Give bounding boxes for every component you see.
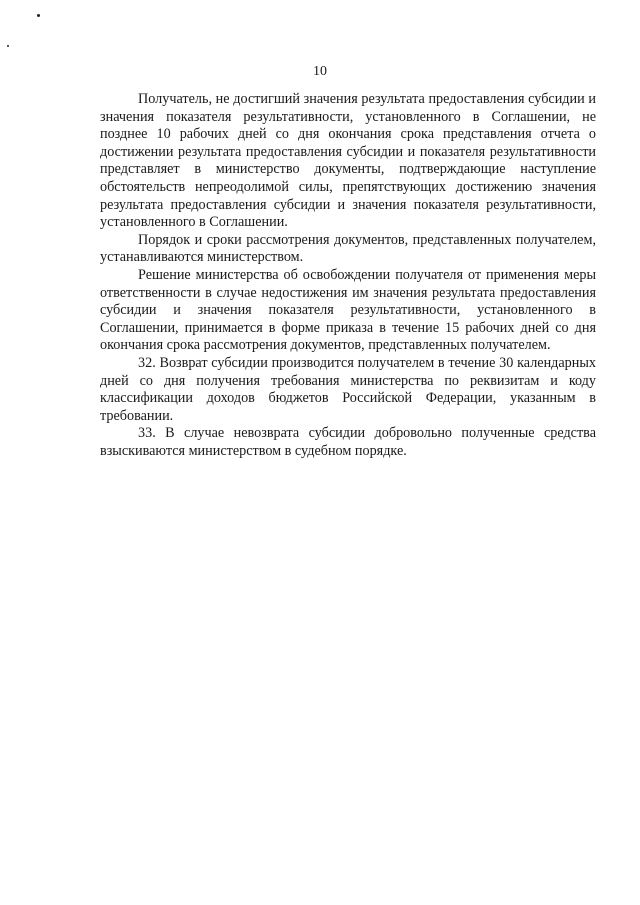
page-number: 10 (313, 64, 327, 79)
scan-speck (37, 14, 40, 17)
document-body (100, 91, 596, 460)
paragraph: Решение министерства об освобождении получателя от применения меры ответственности в случае недостижения им значения результата предоставления субсидии и значения показателя результативности, установленного в Соглашении, принимается в форме приказа в течение 15 рабочих дней со дня окончания срока рассмотрения документов, представленных получателем. (100, 266, 596, 354)
paragraph: Порядок и сроки рассмотрения документов, представленных получателем, устанавливаются министерством. (100, 231, 596, 266)
paragraph: 32. Возврат субсидии производится получателем в течение 30 календарных дней со дня получения требования министерства по реквизитам и коду классификации доходов бюджетов Российской Федерации, указанным в требовании. (100, 354, 596, 424)
scan-speck (7, 45, 9, 47)
paragraph: Получатель, не достигший значения результата предоставления субсидии и значения показателя результативности, установленного в Соглашении, не позднее 10 рабочих дней со дня окончания срока представления отчета о достижении результата предоставления субсидии и показателя результативности представляет в министерство документы, подтверждающие наступление обстоятельств непреодолимой силы, препятствующих достижению значения результата предоставления субсидии и значения показателя результативности, установленного в Соглашении. (100, 91, 596, 231)
paragraph: 33. В случае невозврата субсидии добровольно полученные средства взыскиваются министерством в судебном порядке. (100, 425, 596, 459)
